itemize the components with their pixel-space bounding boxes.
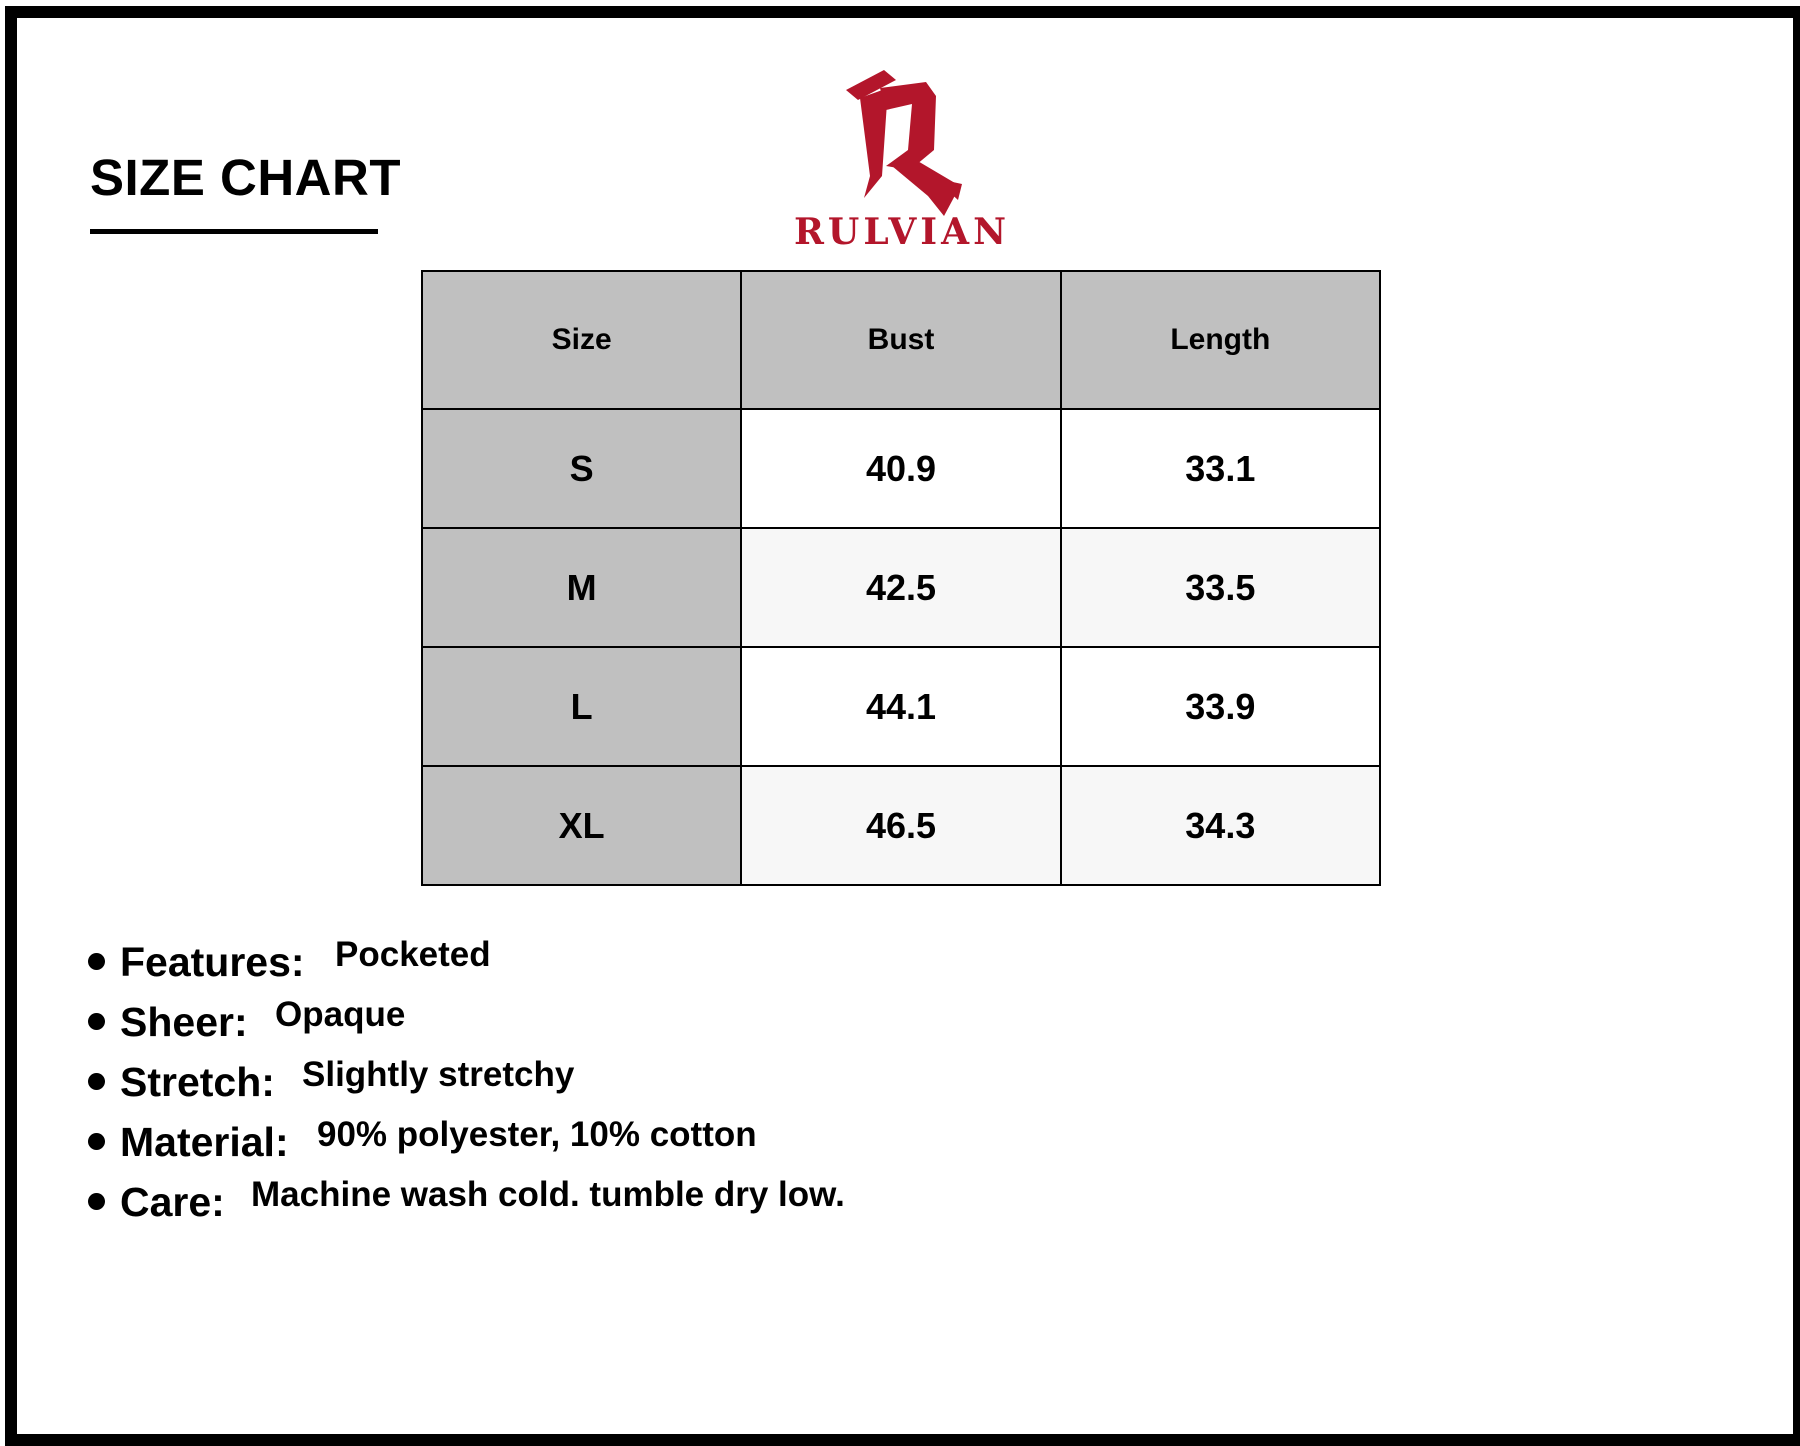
length-cell: 33.9 bbox=[1061, 647, 1380, 766]
bullet-icon bbox=[88, 953, 105, 970]
brand-wordmark: RULVIAN bbox=[794, 211, 1010, 250]
spec-value-stretch: Slightly stretchy bbox=[302, 1055, 575, 1094]
page-title: SIZE CHART bbox=[90, 149, 401, 206]
table-row bbox=[422, 766, 1380, 885]
length-cell: 33.5 bbox=[1061, 528, 1380, 647]
spec-label-care: Care: bbox=[120, 1179, 225, 1225]
header-size: Size bbox=[422, 271, 741, 409]
brand-logo bbox=[784, 66, 1020, 250]
bullet-icon bbox=[88, 1073, 105, 1090]
table-header-row bbox=[422, 271, 1380, 409]
table-row bbox=[422, 409, 1380, 528]
bullet-icon bbox=[88, 1013, 105, 1030]
bullet-icon bbox=[88, 1193, 105, 1210]
spec-label-material: Material: bbox=[120, 1119, 289, 1165]
spec-value-features: Pocketed bbox=[335, 935, 491, 974]
bust-cell: 46.5 bbox=[741, 766, 1060, 885]
bust-cell: 42.5 bbox=[741, 528, 1060, 647]
spec-label-sheer: Sheer: bbox=[120, 999, 248, 1045]
size-cell: S bbox=[422, 409, 741, 528]
size-chart-table bbox=[421, 270, 1381, 886]
spec-label-stretch: Stretch: bbox=[120, 1059, 275, 1105]
size-cell: M bbox=[422, 528, 741, 647]
spec-value-care: Machine wash cold. tumble dry low. bbox=[251, 1175, 845, 1214]
bust-cell: 44.1 bbox=[741, 647, 1060, 766]
bullet-icon bbox=[88, 1133, 105, 1150]
size-cell: XL bbox=[422, 766, 741, 885]
size-cell: L bbox=[422, 647, 741, 766]
table-row bbox=[422, 647, 1380, 766]
stylized-r-logo-icon bbox=[846, 70, 962, 216]
title-underline bbox=[90, 229, 378, 234]
bust-cell: 40.9 bbox=[741, 409, 1060, 528]
spec-label-features: Features: bbox=[120, 939, 305, 985]
spec-value-sheer: Opaque bbox=[275, 995, 406, 1034]
length-cell: 33.1 bbox=[1061, 409, 1380, 528]
spec-value-material: 90% polyester, 10% cotton bbox=[317, 1115, 757, 1154]
header-length: Length bbox=[1061, 271, 1380, 409]
length-cell: 34.3 bbox=[1061, 766, 1380, 885]
header-bust: Bust bbox=[741, 271, 1060, 409]
table-row bbox=[422, 528, 1380, 647]
